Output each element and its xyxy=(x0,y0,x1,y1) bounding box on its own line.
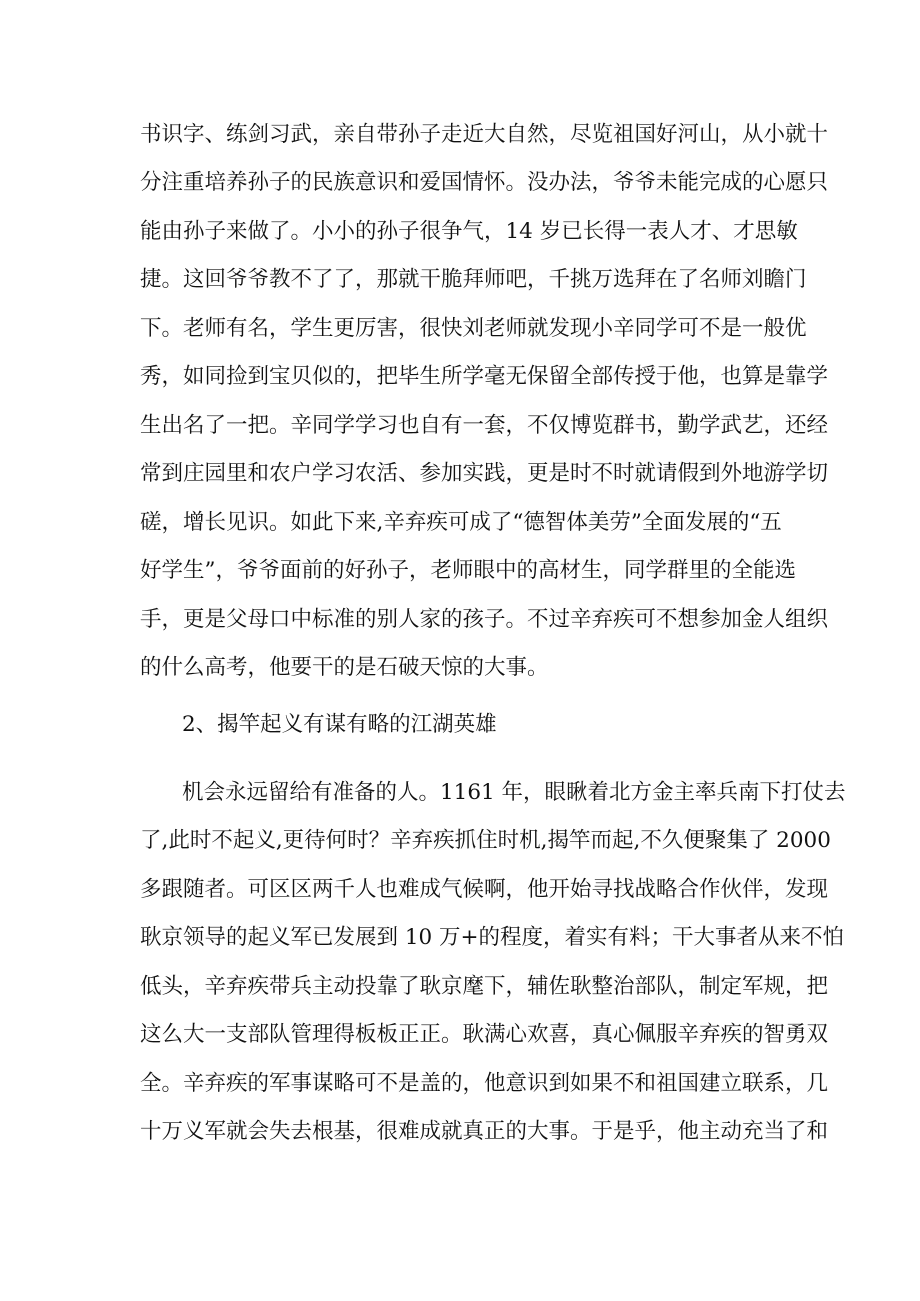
paragraph-line: 十万义军就会失去根基，很难成就真正的大事。于是乎，他主动充当了和 xyxy=(140,1119,829,1144)
paragraph-line: 多跟随者。可区区两千人也难成气候啊，他开始寻找战略合作伙伴，发现 xyxy=(140,877,829,902)
paragraph-line: 生出名了一把。辛同学学习也自有一套，不仅博览群书，勤学武艺，还经 xyxy=(140,413,829,438)
paragraph-line: 磋，增长见识。如此下来,辛弃疾可成了“德智体美劳”全面发展的“五 xyxy=(140,510,782,535)
paragraph-line: 秀，如同捡到宝贝似的，把毕生所学毫无保留全部传授于他，也算是靠学 xyxy=(140,364,829,389)
paragraph-line: 了,此时不起义,更待何时？辛弃疾抓住时机,揭竿而起,不久便聚集了 2000 xyxy=(140,828,831,853)
paragraph-line: 分注重培养孙子的民族意识和爱国情怀。没办法，爷爷未能完成的心愿只 xyxy=(140,170,829,195)
paragraph-line: 下。老师有名，学生更厉害，很快刘老师就发现小辛同学可不是一般优 xyxy=(140,316,807,341)
paragraph-line: 低头，辛弃疾带兵主动投靠了耿京麾下，辅佐耿整治部队，制定军规，把 xyxy=(140,974,829,999)
section-heading: 2、揭竿起义有谋有略的江湖英雄 xyxy=(182,712,497,737)
paragraph-line: 全。辛弃疾的军事谋略可不是盖的，他意识到如果不和祖国建立联系，几 xyxy=(140,1071,829,1096)
paragraph-line: 常到庄园里和农户学习农活、参加实践，更是时不时就请假到外地游学切 xyxy=(140,461,829,486)
paragraph-line: 的什么高考，他要干的是石破天惊的大事。 xyxy=(140,655,549,680)
paragraph-line: 捷。这回爷爷教不了了，那就干脆拜师吧，千挑万选拜在了名师刘瞻门 xyxy=(140,267,807,292)
paragraph-line: 耿京领导的起义军已发展到 10 万+的程度，着实有料；干大事者从来不怕 xyxy=(140,925,845,950)
paragraph-line: 能由孙子来做了。小小的孙子很争气，14 岁已长得一表人才、才思敏 xyxy=(140,219,798,244)
paragraph-line: 好学生”，爷爷面前的好孙子，老师眼中的高材生，同学群里的全能选 xyxy=(140,558,796,583)
paragraph-line: 书识字、练剑习武，亲自带孙子走近大自然，尽览祖国好河山，从小就十 xyxy=(140,122,829,147)
paragraph-line: 手，更是父母口中标准的别人家的孩子。不过辛弃疾可不想参加金人组织 xyxy=(140,607,829,632)
paragraph-line: 这么大一支部队管理得板板正正。耿满心欢喜，真心佩服辛弃疾的智勇双 xyxy=(140,1022,829,1047)
paragraph-line: 机会永远留给有准备的人。1161 年，眼瞅着北方金主率兵南下打仗去 xyxy=(182,780,846,805)
